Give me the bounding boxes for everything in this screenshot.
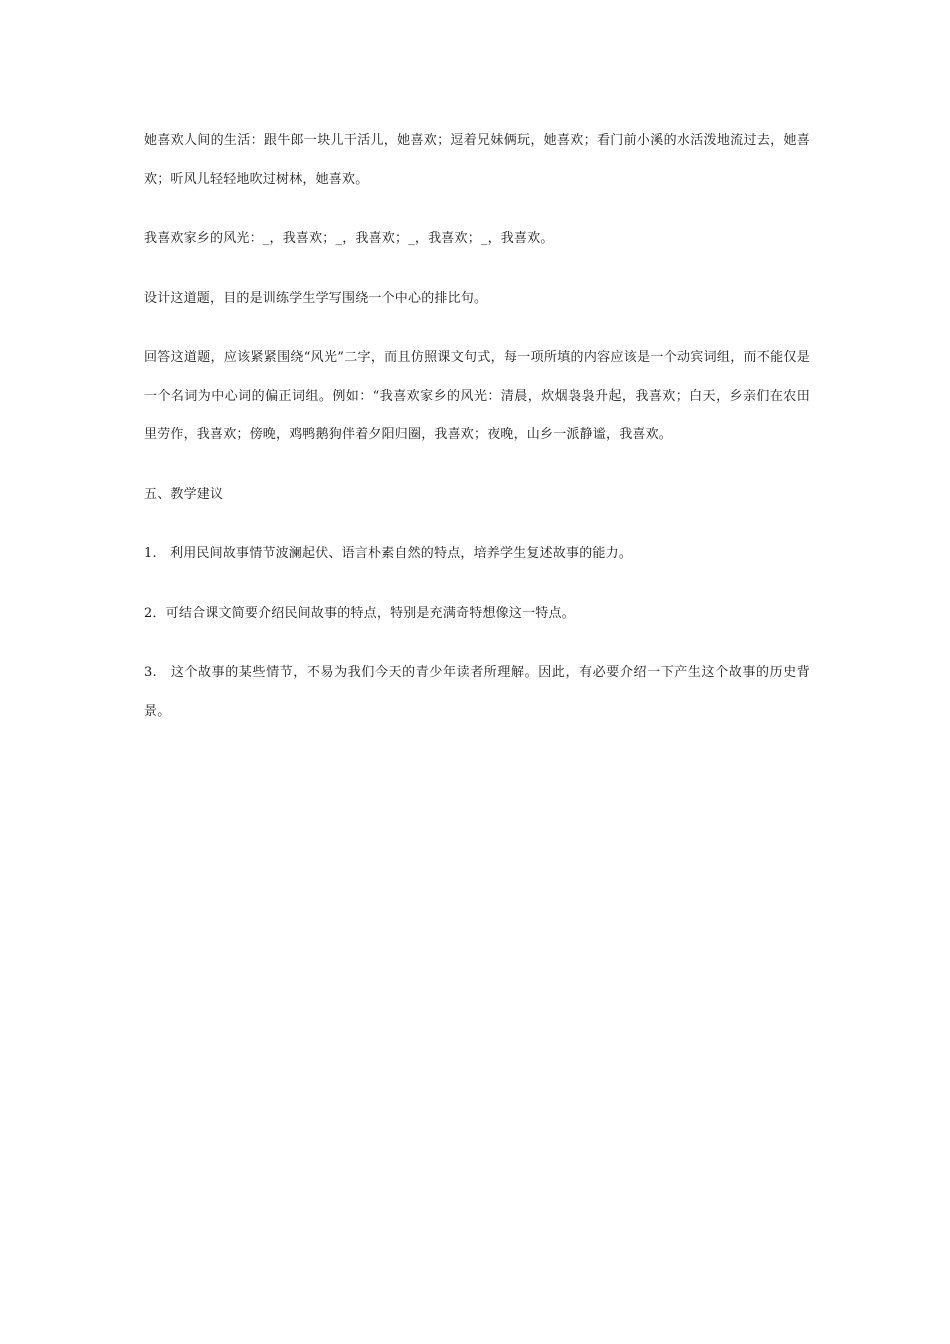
paragraph-answer-guidance: 回答这道题，应该紧紧围绕“风光”二字，而且仿照课文句式，每一项所填的内容应该是一个动宾词组，而不能仅是一个名词为中心词的偏正词组。例如：“我喜欢家乡的风光：清晨，炊烟袅袅升起，我喜欢；白天，乡亲们在农田里劳作，我喜欢；傍晚，鸡鸭鹅狗伴着夕阳归圈，我喜欢；夜晚，山乡一派静谧，我喜欢。 (144, 350, 810, 442)
paragraph-story-excerpt: 她喜欢人间的生活：跟牛郎一块儿干活儿，她喜欢；逗着兄妹俩玩，她喜欢；看门前小溪的水活泼地流过去，她喜欢；听风儿轻轻地吹过树林，她喜欢。 (144, 133, 810, 187)
document-body (144, 122, 810, 731)
suggestion-item-1: 1. 利用民间故事情节波澜起伏、语言朴素自然的特点，培养学生复述故事的能力。 (144, 546, 633, 561)
paragraph-design-purpose: 设计这道题，目的是训练学生学写围绕一个中心的排比句。 (144, 290, 488, 306)
section-heading-teaching-suggestions: 五、教学建议 (144, 486, 224, 502)
suggestion-item-3: 3. 这个故事的某些情节，不易为我们今天的青少年读者所理解。因此，有必要介绍一下产生这个故事的历史背景。 (144, 665, 810, 719)
suggestion-item-2: 2．可结合课文简要介绍民间故事的特点，特别是充满奇特想像这一特点。 (144, 605, 575, 621)
paragraph-fill-in-exercise: 我喜欢家乡的风光：_，我喜欢；_，我喜欢；_，我喜欢；_，我喜欢。 (144, 231, 554, 246)
